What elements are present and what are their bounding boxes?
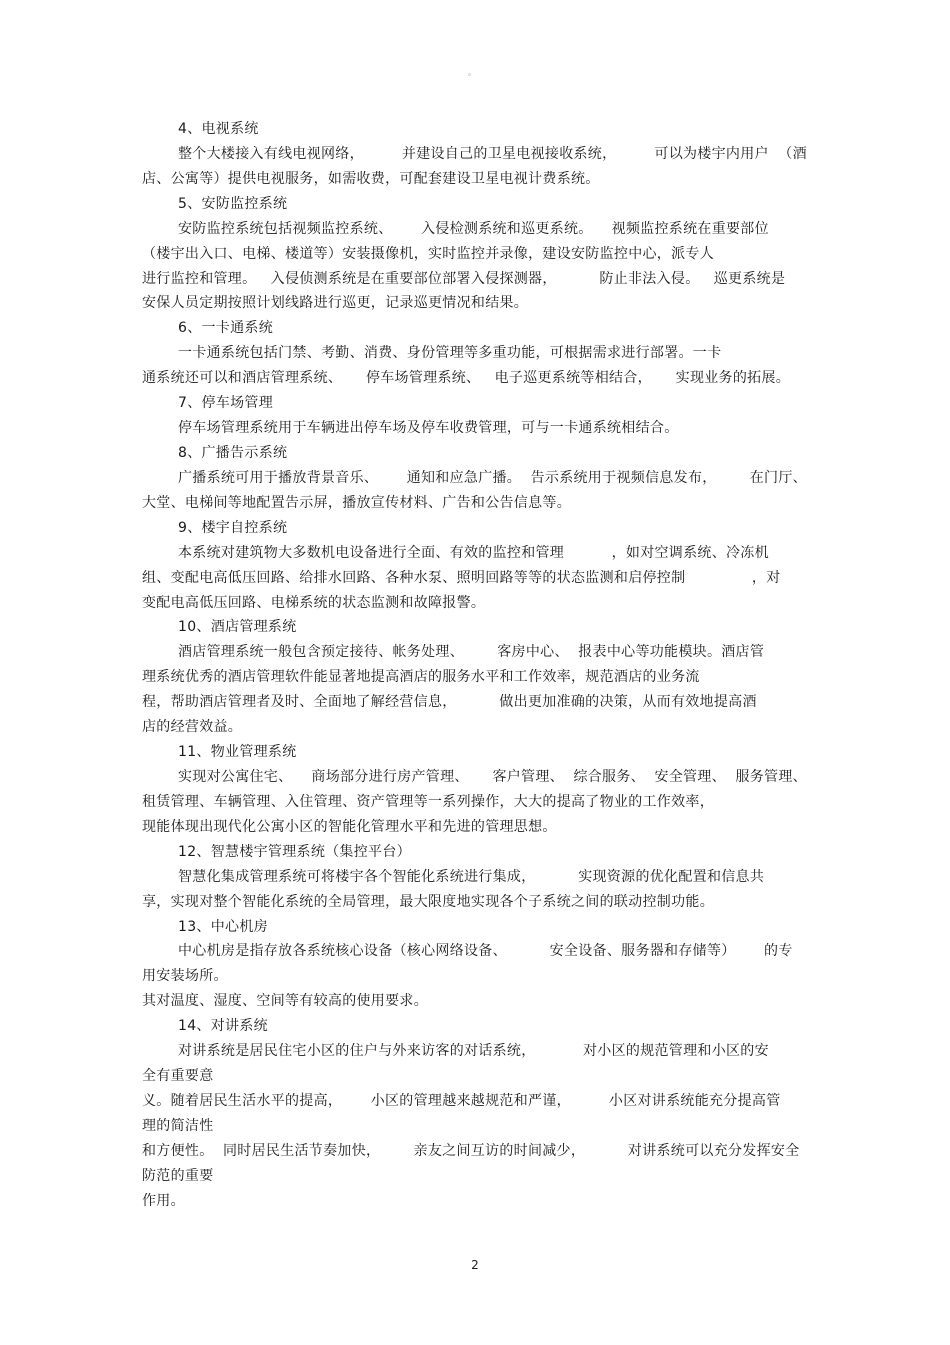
paragraph-line: 进行监控和管理。 入侵侦测系统是在重要部位部署入侵探测器， 防止非法入侵。 巡更系统是 — [142, 270, 786, 287]
paragraph-line: 店、公寓等）提供电视服务，如需收费，可配套建设卫星电视计费系统。 — [142, 170, 600, 187]
paragraph-line: 理系统优秀的酒店管理软件能显著地提高酒店的服务水平和工作效率，规范酒店的业务流 — [142, 669, 700, 686]
section-heading: 5、安防监控系统 — [178, 195, 288, 212]
paragraph-line: 全有重要意 — [142, 1068, 214, 1085]
section-heading: 9、楼宇自控系统 — [178, 519, 288, 536]
page-number: 2 — [471, 1258, 479, 1272]
paragraph-line: 组、变配电高低压回路、给排水回路、各种水泵、照明回路等等的状态监测和启停控制 ，对 — [142, 569, 781, 586]
paragraph-line: 变配电高低压回路、电梯系统的状态监测和故障报警。 — [142, 594, 486, 611]
paragraph-line: 中心机房是指存放各系统核心设备（核心网络设备、 安全设备、服务器和存储等） 的专 — [178, 943, 793, 960]
paragraph-line: 一卡通系统包括门禁、考勤、消费、身份管理等多重功能，可根据需求进行部署。一卡 — [178, 345, 722, 362]
paragraph-line: 本系统对建筑物大多数机电设备进行全面、有效的监控和管理 ，如对空调系统、冷冻机 — [178, 544, 769, 561]
section-heading: 10、酒店管理系统 — [178, 619, 297, 636]
paragraph-line: 用安装场所。 — [142, 968, 228, 985]
section-heading: 7、停车场管理 — [178, 395, 274, 412]
paragraph-line: 大堂、电梯间等地配置告示屏，播放宣传材料、广告和公告信息等。 — [142, 494, 571, 511]
header-mark: 。 — [468, 68, 478, 78]
paragraph-line: 智慧化集成管理系统可将楼宇各个智能化系统进行集成， 实现资源的优化配置和信息共 — [178, 868, 765, 885]
section-heading: 6、一卡通系统 — [178, 320, 274, 337]
paragraph-line: 对讲系统是居民住宅小区的住户与外来访客的对话系统， 对小区的规范管理和小区的安 — [178, 1043, 769, 1060]
paragraph-line: 广播系统可用于播放背景音乐、 通知和应急广播。 告示系统用于视频信息发布， 在门厅、 — [178, 469, 807, 486]
section-heading: 13、中心机房 — [178, 918, 268, 935]
paragraph-line: 店的经营效益。 — [142, 719, 243, 736]
paragraph-line: 安保人员定期按照计划线路进行巡更，记录巡更情况和结果。 — [142, 295, 529, 312]
paragraph-line: 通系统还可以和酒店管理系统、 停车场管理系统、 电子巡更系统等相结合， 实现业务的拓展。 — [142, 370, 791, 387]
paragraph-line: 和方便性。 同时居民生活节奏加快， 亲友之间互访的时间减少， 对讲系统可以充分发挥安全 — [142, 1142, 800, 1159]
document-body — [142, 117, 807, 1214]
section-heading: 14、对讲系统 — [178, 1018, 268, 1035]
section-heading: 11、物业管理系统 — [178, 744, 297, 761]
paragraph-line: （楼宇出入口、电梯、楼道等）安装摄像机，实时监控并录像，建设安防监控中心，派专人 — [142, 245, 714, 262]
paragraph-line: 安防监控系统包括视频监控系统、 入侵检测系统和巡更系统。 视频监控系统在重要部位 — [178, 220, 769, 237]
paragraph-line: 作用。 — [142, 1192, 185, 1209]
paragraph-line: 防范的重要 — [142, 1167, 214, 1184]
paragraph-line: 实现对公寓住宅、 商场部分进行房产管理、 客户管理、 综合服务、 安全管理、 服务管理、 — [178, 768, 807, 785]
section-heading: 4、电视系统 — [178, 121, 259, 137]
paragraph-line: 租赁管理、车辆管理、入住管理、资产管理等一系列操作，大大的提高了物业的工作效率， — [142, 793, 714, 810]
paragraph-line: 其对温度、湿度、空间等有较高的使用要求。 — [142, 993, 428, 1010]
paragraph-line: 理的简洁性 — [142, 1117, 214, 1134]
paragraph-line: 现能体现出现代化公寓小区的智能化管理水平和先进的管理思想。 — [142, 818, 557, 835]
paragraph-line: 停车场管理系统用于车辆进出停车场及停车收费管理，可与一卡通系统相结合。 — [178, 420, 679, 437]
paragraph-line: 程，帮助酒店管理者及时、全面地了解经营信息， 做出更加准确的决策，从而有效地提高酒 — [142, 694, 757, 711]
paragraph-line: 整个大楼接入有线电视网络， 并建设自己的卫星电视接收系统， 可以为楼宇内用户 （酒 — [178, 145, 807, 162]
paragraph-line: 享，实现对整个智能化系统的全局管理，最大限度地实现各个子系统之间的联动控制功能。 — [142, 893, 714, 910]
section-heading: 8、广播告示系统 — [178, 444, 288, 461]
paragraph-line: 义。随着居民生活水平的提高， 小区的管理越来越规范和严谨， 小区对讲系统能充分提高管 — [142, 1092, 781, 1109]
section-heading: 12、智慧楼宇管理系统（集控平台） — [178, 843, 411, 860]
paragraph-line: 酒店管理系统一般包含预定接待、帐务处理、 客房中心、 报表中心等功能模块。酒店管 — [178, 644, 765, 661]
